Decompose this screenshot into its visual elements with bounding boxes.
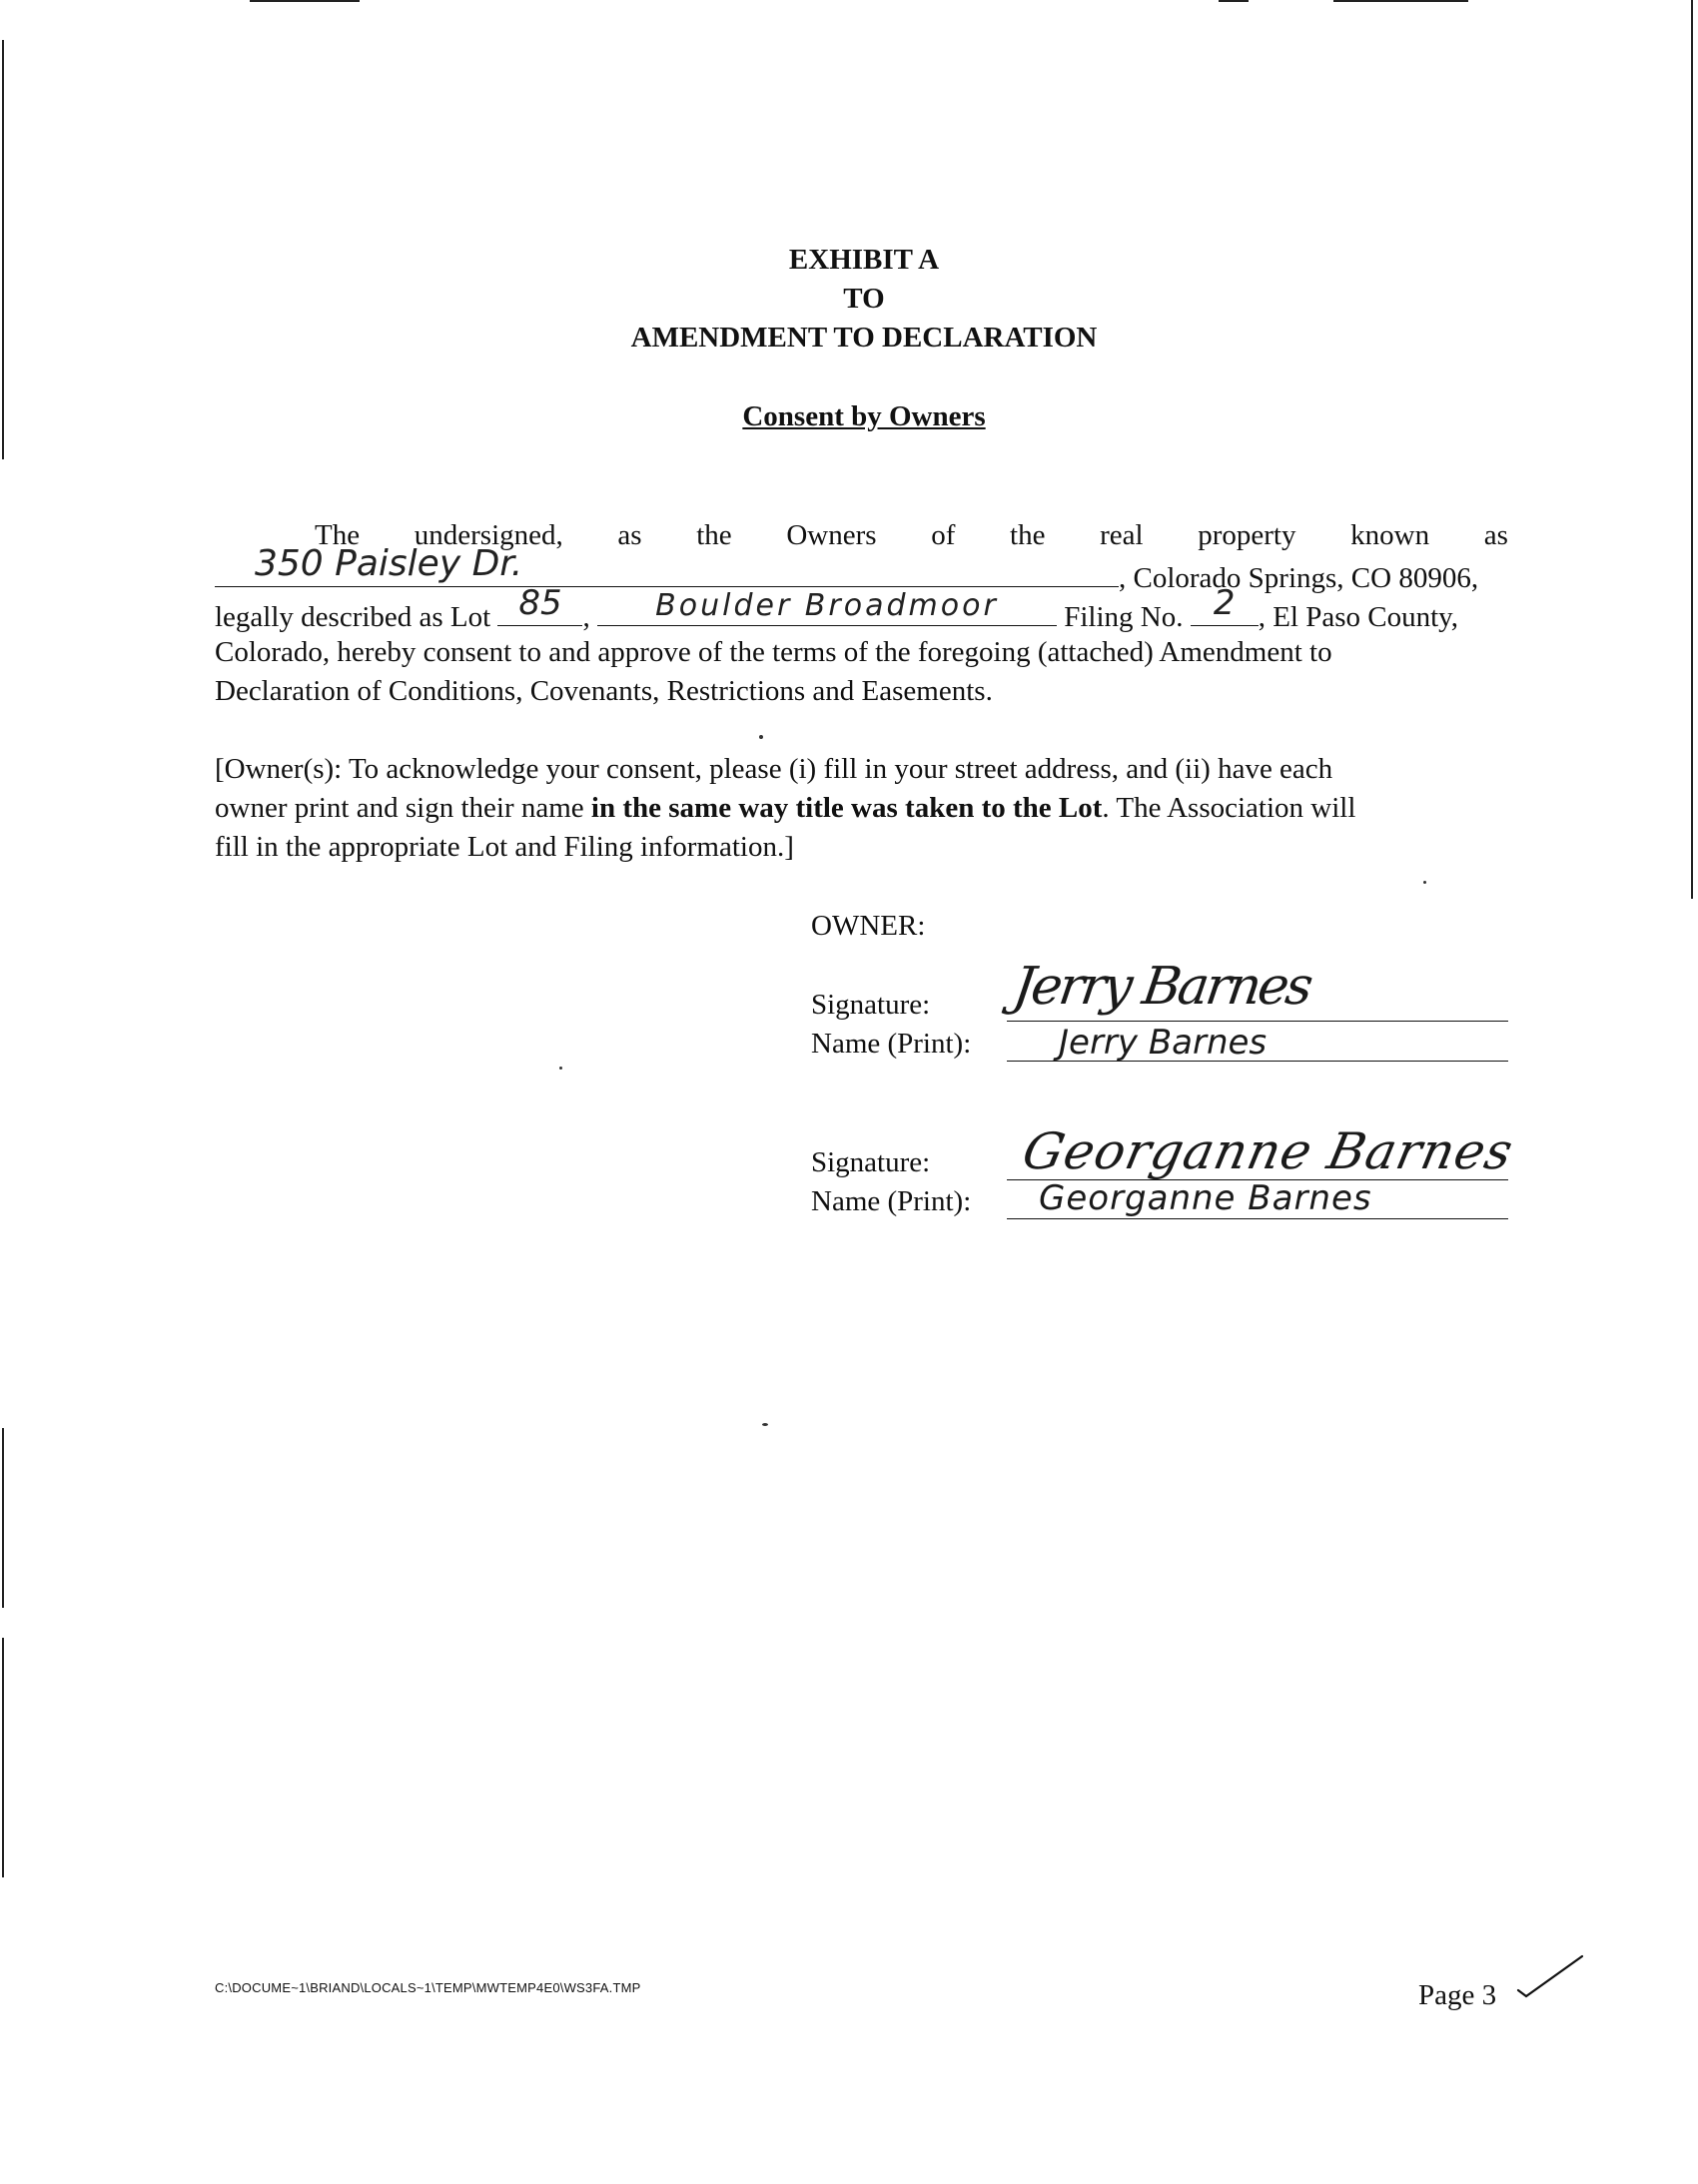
- address-suffix: , Colorado Springs, CO 80906,: [1119, 562, 1479, 594]
- word: the: [696, 519, 732, 551]
- word: real: [1100, 519, 1144, 551]
- owner-1-signature: Jerry Barnes: [1009, 957, 1314, 1017]
- scan-edge-left: [2, 1428, 4, 1608]
- legal-prefix: legally described as Lot: [215, 601, 491, 633]
- exhibit-subject: AMENDMENT TO DECLARATION: [630, 322, 1098, 354]
- checkmark-icon: [1516, 1952, 1586, 2004]
- name-print-label: Name (Print):: [811, 1028, 972, 1060]
- subdivision-field[interactable]: [597, 588, 1057, 626]
- name-print-line[interactable]: [1007, 1218, 1508, 1219]
- word: as: [1483, 519, 1508, 551]
- word: known: [1350, 519, 1430, 551]
- consent-line-5: Declaration of Conditions, Covenants, Restrictions and Easements.: [215, 675, 993, 707]
- exhibit-title: EXHIBIT A: [788, 244, 940, 276]
- consent-line-3: [215, 583, 1508, 634]
- consent-heading: Consent by Owners: [742, 400, 986, 432]
- instructions-text: . The Association will: [1102, 792, 1356, 824]
- word: as: [617, 519, 642, 551]
- filing-handwritten: 2: [1213, 583, 1236, 623]
- owner-1-printed-name: Jerry Barnes: [1059, 1023, 1268, 1063]
- scan-speck: [559, 1067, 562, 1070]
- scan-edge-right: [1691, 0, 1693, 899]
- signature-line[interactable]: [1007, 1021, 1508, 1022]
- instructions-text: owner print and sign their name: [215, 792, 591, 824]
- instructions-line-3: fill in the appropriate Lot and Filing information.]: [215, 831, 794, 863]
- lot-field[interactable]: [497, 583, 582, 626]
- owner-label: OWNER:: [811, 910, 926, 942]
- scan-edge-top: [1333, 0, 1468, 2]
- owner-2-printed-name: Georganne Barnes: [1039, 1178, 1372, 1218]
- subdivision-handwritten: Boulder Broadmoor: [655, 588, 999, 623]
- signature-label: Signature:: [811, 989, 931, 1021]
- instructions-emphasis: in the same way title was taken to the Lot: [590, 792, 1103, 824]
- scan-speck: [759, 735, 763, 739]
- comma: ,: [582, 601, 590, 633]
- address-handwritten: 350 Paisley Dr.: [255, 543, 523, 584]
- signature-label: Signature:: [811, 1146, 931, 1178]
- scan-speck: [762, 1423, 768, 1426]
- instructions-line-1: [Owner(s): To acknowledge your consent, please (i) fill in your street address, and (ii) have each: [215, 753, 1333, 785]
- scan-edge-top: [250, 0, 360, 2]
- page-number: Page 3: [1418, 1979, 1497, 2011]
- word: Owners: [786, 519, 877, 551]
- word: of: [931, 519, 956, 551]
- consent-line-4: Colorado, hereby consent to and approve of the terms of the foregoing (attached) Amendment to: [215, 636, 1332, 668]
- word: property: [1198, 519, 1296, 551]
- word: The: [315, 519, 361, 551]
- owner-2-signature: Georganne Barnes: [1017, 1122, 1519, 1180]
- name-print-label: Name (Print):: [811, 1185, 972, 1217]
- scan-edge-top: [1219, 0, 1249, 2]
- exhibit-to: TO: [843, 283, 885, 315]
- filing-field[interactable]: [1191, 583, 1259, 626]
- filing-label: Filing No.: [1064, 601, 1184, 633]
- word: undersigned,: [414, 519, 563, 551]
- scan-speck: [1423, 881, 1426, 884]
- lot-handwritten: 85: [518, 583, 562, 623]
- county-suffix: , El Paso County,: [1258, 601, 1459, 633]
- file-path-footer: C:\DOCUME~1\BRIAND\LOCALS~1\TEMP\MWTEMP4E0\WS3FA.TMP: [215, 1980, 641, 1995]
- instructions-line-2: [215, 792, 1508, 825]
- scan-edge-left: [2, 1638, 4, 1877]
- address-field[interactable]: [215, 543, 1119, 587]
- word: the: [1010, 519, 1046, 551]
